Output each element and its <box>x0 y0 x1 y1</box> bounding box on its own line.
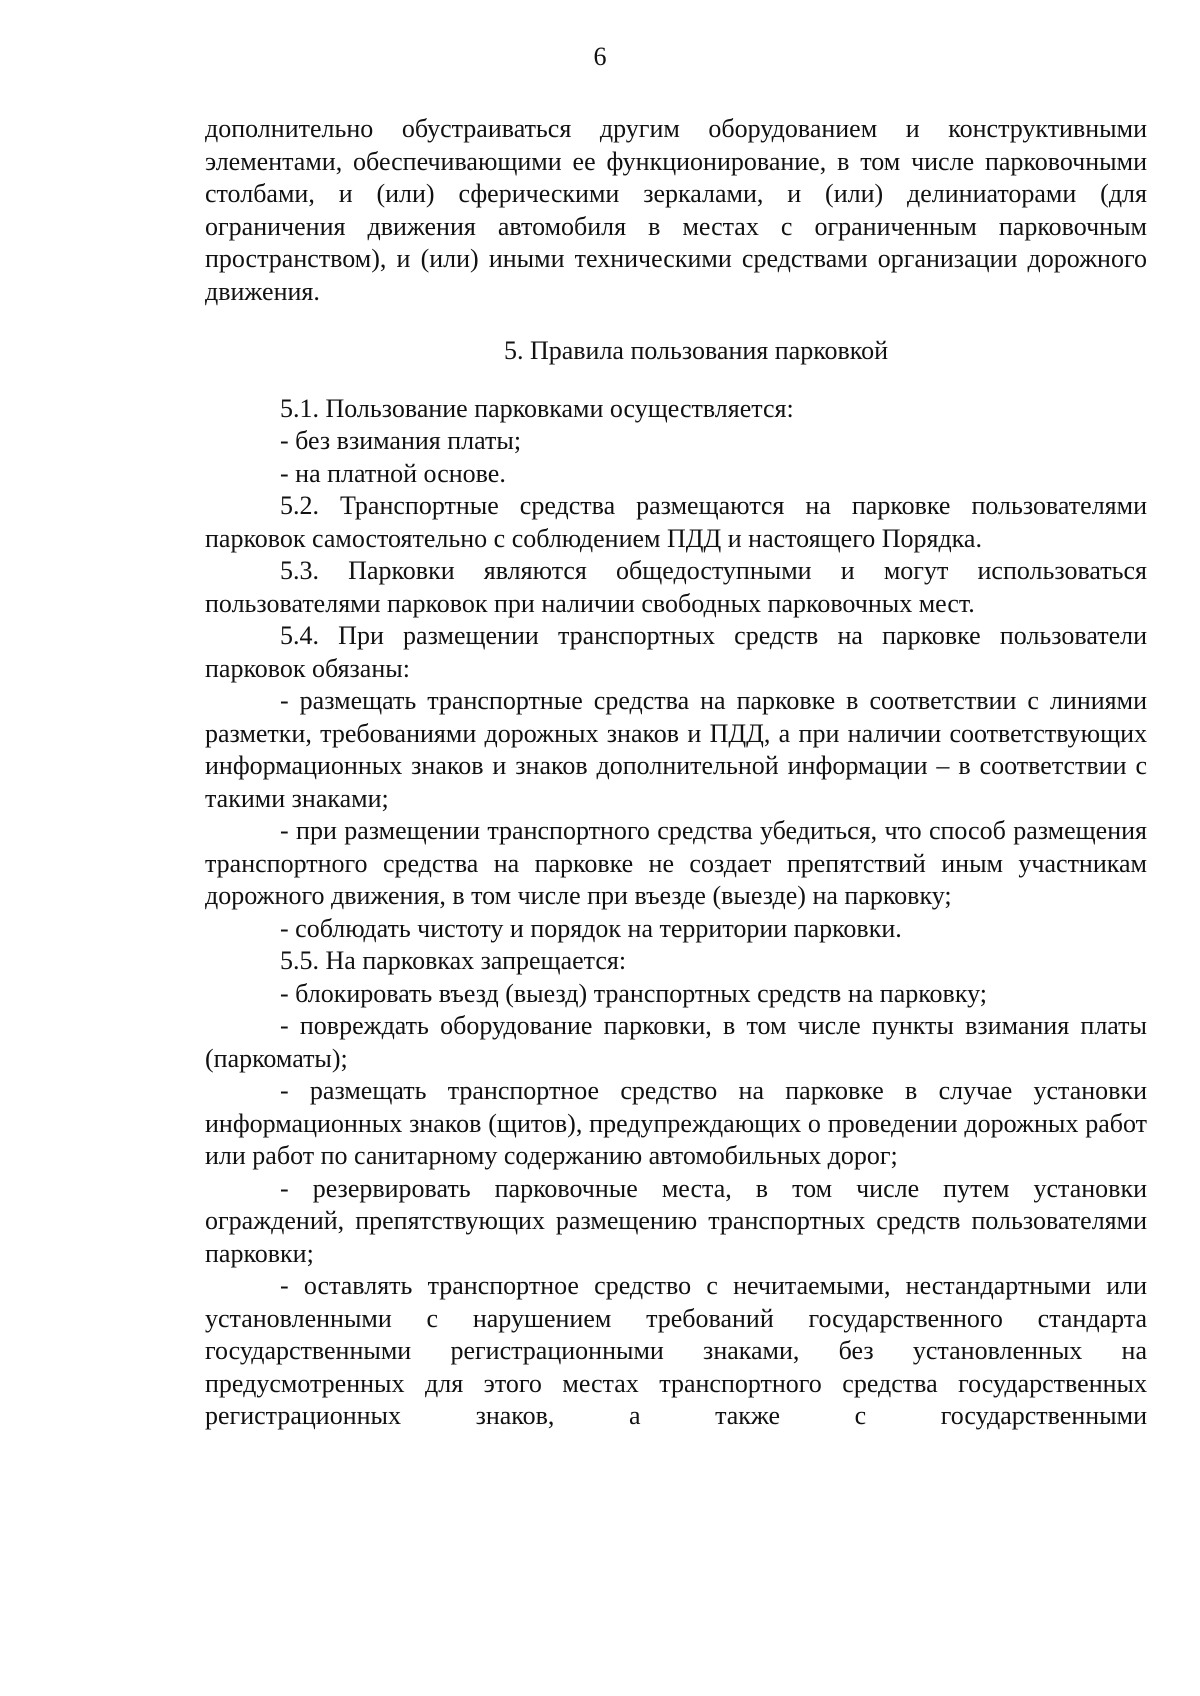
clause-5-1: 5.1. Пользование парковками осуществляется: <box>280 393 794 423</box>
clause-5-4: 5.4. При размещении транспортных средств на парковке пользователи парковок обязаны: <box>205 621 1147 683</box>
list-item: - повреждать оборудование парковки, в том числе пункты взимания платы (паркоматы); <box>205 1011 1147 1073</box>
list-item: - оставлять транспортное средство с нечитаемыми, нестандартными или установленными с нарушением требований государственного стандарта государственными регистрационными знаками, без установленных на предусмотренных для этого местах транспортного средства государственных регистрационных знаков, а также с государственными <box>205 1271 1147 1430</box>
section-heading: 5. Правила пользования парковкой <box>503 336 889 365</box>
list-item: - резервировать парковочные места, в том числе путем установки ограждений, препятствующих размещению транспортных средств пользователями парковки; <box>205 1173 1147 1268</box>
list-item: - на платной основе. <box>280 458 506 488</box>
clause-5-5: 5.5. На парковках запрещается: <box>280 946 627 975</box>
clause-5-2: 5.2. Транспортные средства размещаются на парковке пользователями парковок самостоятельно с соблюдением ПДД и настоящего Порядка. <box>205 491 1147 553</box>
list-item: - при размещении транспортного средства убедиться, что способ размещения транспортного средства на парковке не создает препятствий иным участникам дорожного движения, в том числе при въезде (выезде) на парковку; <box>205 816 1147 910</box>
continued-paragraph: дополнительно обустраиваться другим оборудованием и конструктивными элементами, обеспечивающими ее функционирование, в том числе парковочными столбами, и (или) сферическими зеркалами, и (или) делиниаторами (для ограничения движения автомобиля в местах с ограниченным парковочным пространством), и (или) иными техническими средствами организации дорожного движения. <box>205 114 1147 306</box>
list-item: - блокировать въезд (выезд) транспортных средств на парковку; <box>280 978 987 1008</box>
list-item: - соблюдать чистоту и порядок на территории парковки. <box>280 913 902 943</box>
page-number: 6 <box>593 42 607 71</box>
list-item: - размещать транспортные средства на парковке в соответствии с линиями разметки, требованиями дорожных знаков и ПДД, а при наличии соответствующих информационных знаков и знаков дополнительной информации – в соответствии с такими знаками; <box>205 686 1147 813</box>
clause-5-3: 5.3. Парковки являются общедоступными и могут использоваться пользователями парковок при наличии свободных парковочных мест. <box>205 556 1147 618</box>
document-body <box>205 113 1147 1433</box>
list-item: - без взимания платы; <box>280 426 522 455</box>
list-item: - размещать транспортное средство на парковке в случае установки информационных знаков (щитов), предупреждающих о проведении дорожных работ или работ по санитарному содержанию автомобильных дорог; <box>205 1076 1147 1170</box>
